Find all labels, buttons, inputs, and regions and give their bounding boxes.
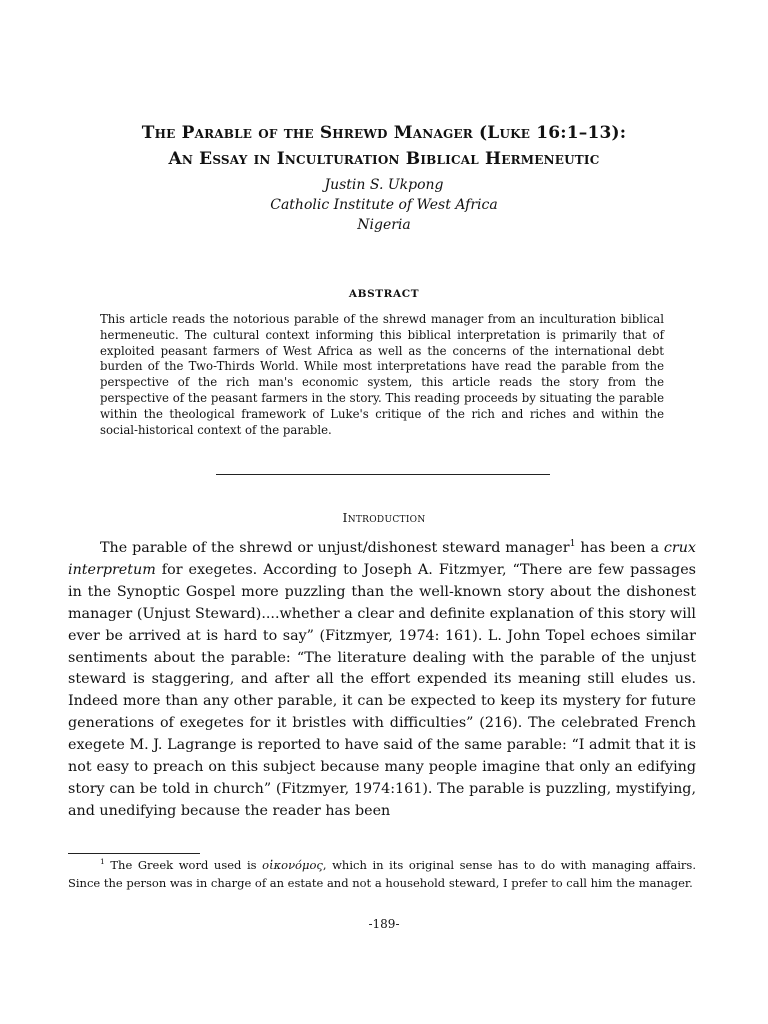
footnote-divider — [68, 853, 200, 854]
paragraph-text-rest: for exegetes. According to Joseph A. Fitzmyer, “There are few passages in the Synoptic Gospel more puzzling than the well-known story about the dishonest manager (Unjust Steward)....whether a clear and definite explanation of this story will ever be arrived at is hard to say” (Fitzmyer, 1974: 161). L. John Topel echoes similar sentiments about the parable: “The literature dealing with the parable of the unjust steward is staggering, and after all the effort expended its meaning still eludes us. Indeed more than any other parable, it can be expected to keep its mystery for future generations of exegetes for it bristles with difficulties” (216). The celebrated French exegete M. J. Lagrange is reported to have said of the same parable: “I admit that it is not easy to preach on this subject because many people imagine that only an edifying story can be told in church” (Fitzmyer, 1974:161). The parable is puzzling, mystifying, and unedifying because the reader has been — [68, 561, 696, 819]
footnote-number: 1 — [100, 857, 105, 867]
italic-term: crux interpretum — [68, 540, 696, 578]
author-block — [60, 175, 708, 235]
author-name: Justin S. Ukpong — [324, 177, 444, 193]
footnote — [68, 857, 696, 892]
author-institution: Catholic Institute of West Africa — [270, 197, 498, 213]
footnote-text-start: The Greek word used is — [104, 858, 263, 872]
section-divider — [216, 474, 550, 475]
title-line-1: The Parable of the Shrewd Manager (Luke 16:1–13): — [141, 123, 627, 143]
introduction-paragraph — [68, 538, 696, 823]
footnote-marker: 1 — [569, 538, 576, 550]
paragraph-text-start: The parable of the shrewd or unjust/dishonest steward manager — [100, 540, 570, 556]
article-title — [60, 120, 708, 172]
footnote-paragraph — [68, 857, 696, 892]
introduction-heading: Introduction — [342, 510, 426, 525]
page-number: -189- — [368, 917, 400, 931]
title-line-2: An Essay in Inculturation Biblical Hermeneutic — [168, 149, 600, 169]
footnote-text-rest: , which in its original sense has to do with managing affairs. Since the person was in charge of an estate and not a household steward, I prefer to call him the manager. — [68, 858, 696, 890]
abstract-text: This article reads the notorious parable of the shrewd manager from an inculturation biblical hermeneutic. The cultural context informing this biblical interpretation is primarily that of exploited peasant farmers of West Africa as well as the concerns of the international debt burden of the Two-Thirds World. While most interpretations have read the parable from the perspective of the rich man's economic system, this article reads the story from the perspective of the peasant farmers in the story. This reading proceeds by situating the parable within the theological framework of Luke's critique of the rich and riches and within the social-historical context of the parable. — [100, 312, 664, 437]
introduction-body — [68, 538, 696, 823]
paragraph-text-mid: has been a — [575, 540, 664, 556]
greek-word: οἰκονόμος — [262, 858, 323, 872]
abstract-heading: ABSTRACT — [348, 288, 420, 300]
author-country: Nigeria — [357, 217, 411, 233]
